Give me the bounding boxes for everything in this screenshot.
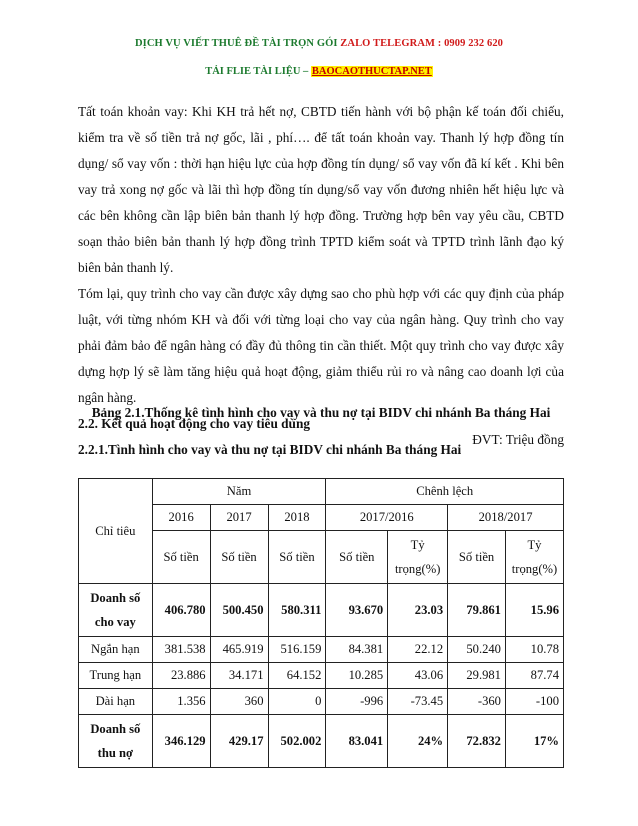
header-so-tien: Số tiền bbox=[326, 531, 388, 584]
header-website-link[interactable]: BAOCAOTHUCTAP.NET bbox=[311, 66, 432, 77]
table-cell: 10.78 bbox=[505, 637, 563, 663]
table-cell: 1.356 bbox=[152, 689, 210, 715]
loan-statistics-table bbox=[78, 478, 564, 768]
row-label: Dài hạn bbox=[79, 689, 153, 715]
row-label: Trung hạn bbox=[79, 663, 153, 689]
header-year-2018: 2018 bbox=[268, 505, 326, 531]
table-cell: -73.45 bbox=[388, 689, 448, 715]
table-row bbox=[79, 637, 564, 663]
table-cell: 29.981 bbox=[448, 663, 506, 689]
subsection-heading: 2.2.1.Tình hình cho vay và thu nợ tại BIDV chi nhánh Ba tháng Hai bbox=[78, 442, 462, 457]
section-heading: 2.2. Kết quả hoạt động cho vay tiêu dùng bbox=[78, 416, 311, 431]
table-row bbox=[79, 715, 564, 768]
table-cell: 93.670 bbox=[326, 584, 388, 637]
header-so-tien: Số tiền bbox=[268, 531, 326, 584]
row-label: Ngắn hạn bbox=[79, 637, 153, 663]
paragraph-settlement: Tất toán khoản vay: Khi KH trả hết nợ, CBTD tiến hành với bộ phận kế toán đối chiếu, kiểm tra về số tiền trả nợ gốc, lãi , phí…. để tất toán khoản vay. Thanh lý hợp đồng tín dụng/ sổ vay vốn : thời hạn hiệu lực của hợp đồng tín dụng/ sổ vay vốn đã kí kết . Khi bên vay trả xong nợ gốc và lãi thì hợp đồng tín dụng/sổ vay vốn đương nhiên hết hiệu lực và các bên không cần lập biên bản thanh lý hợp đồng. Trường hợp bên vay yêu cầu, CBTD soạn thảo biên bản thanh lý hợp đồng trình TPTD kiểm soát và TPTD trình lãnh đạo ký biên bản thanh lý. bbox=[78, 104, 564, 275]
table-cell: 500.450 bbox=[210, 584, 268, 637]
table-cell: 83.041 bbox=[326, 715, 388, 768]
row-label: Doanh số cho vay bbox=[79, 584, 153, 637]
table-cell: 465.919 bbox=[210, 637, 268, 663]
header-so-tien: Số tiền bbox=[448, 531, 506, 584]
paragraph-summary: Tóm lại, quy trình cho vay cần được xây dựng sao cho phù hợp với các quy định của pháp luật, với từng nhóm KH và đối với từng loại cho vay của ngân hàng. Quy trình cho vay phải đảm bảo để ngân hàng có đầy đủ thông tin cần thiết. Một quy trình cho vay được xây dựng hợp lý sẽ làm tăng hiệu quả hoạt động, giảm thiểu rủi ro và nâng cao doanh lợi của ngân hàng. bbox=[78, 286, 564, 405]
table-cell: 84.381 bbox=[326, 637, 388, 663]
header-ty-trong: Tỷ trọng(%) bbox=[505, 531, 563, 584]
table-cell: 429.17 bbox=[210, 715, 268, 768]
table-cell: 17% bbox=[505, 715, 563, 768]
header-period-2017-2016: 2017/2016 bbox=[326, 505, 448, 531]
row-label: Doanh số thu nợ bbox=[79, 715, 153, 768]
table-cell: 360 bbox=[210, 689, 268, 715]
header-so-tien: Số tiền bbox=[210, 531, 268, 584]
header-chi-tieu: Chỉ tiêu bbox=[79, 479, 153, 584]
table-row bbox=[79, 663, 564, 689]
table-cell: -100 bbox=[505, 689, 563, 715]
table-cell: 64.152 bbox=[268, 663, 326, 689]
table-cell: 72.832 bbox=[448, 715, 506, 768]
header-chenh-lech: Chênh lệch bbox=[326, 479, 564, 505]
table-cell: 23.03 bbox=[388, 584, 448, 637]
table-cell: 24% bbox=[388, 715, 448, 768]
table-cell: 406.780 bbox=[152, 584, 210, 637]
header-so-tien: Số tiền bbox=[152, 531, 210, 584]
table-cell: 580.311 bbox=[268, 584, 326, 637]
table-cell: 0 bbox=[268, 689, 326, 715]
header-service-text: DỊCH VỤ VIẾT THUÊ ĐỀ TÀI TRỌN GÓI bbox=[134, 38, 338, 49]
table-cell: -996 bbox=[326, 689, 388, 715]
table-cell: 381.538 bbox=[152, 637, 210, 663]
header-download-text: TẢI FLIE TÀI LIỆU – bbox=[205, 66, 309, 77]
table-cell: 50.240 bbox=[448, 637, 506, 663]
table-cell: 23.886 bbox=[152, 663, 210, 689]
table-cell: 10.285 bbox=[326, 663, 388, 689]
table-row bbox=[79, 689, 564, 715]
header-contact-text: ZALO TELEGRAM : 0909 232 620 bbox=[340, 38, 504, 49]
header-year-2016: 2016 bbox=[152, 505, 210, 531]
table-cell: 79.861 bbox=[448, 584, 506, 637]
table-unit: ĐVT: Triệu đồng bbox=[472, 432, 564, 447]
table-cell: 516.159 bbox=[268, 637, 326, 663]
table-caption: Bảng 2.1.Thống kê tình hình cho vay và thu nợ tại BIDV chi nhánh Ba tháng Hai bbox=[91, 405, 551, 420]
table-cell: 43.06 bbox=[388, 663, 448, 689]
table-cell: -360 bbox=[448, 689, 506, 715]
header-ty-trong: Tỷ trọng(%) bbox=[388, 531, 448, 584]
table-row bbox=[79, 584, 564, 637]
page-header-line2 bbox=[0, 66, 638, 77]
table-cell: 22.12 bbox=[388, 637, 448, 663]
header-nam: Năm bbox=[152, 479, 326, 505]
table-cell: 87.74 bbox=[505, 663, 563, 689]
header-period-2018-2017: 2018/2017 bbox=[448, 505, 564, 531]
table-cell: 346.129 bbox=[152, 715, 210, 768]
table-cell: 15.96 bbox=[505, 584, 563, 637]
table-cell: 34.171 bbox=[210, 663, 268, 689]
page-header-line1 bbox=[0, 38, 638, 49]
header-year-2017: 2017 bbox=[210, 505, 268, 531]
table-cell: 502.002 bbox=[268, 715, 326, 768]
